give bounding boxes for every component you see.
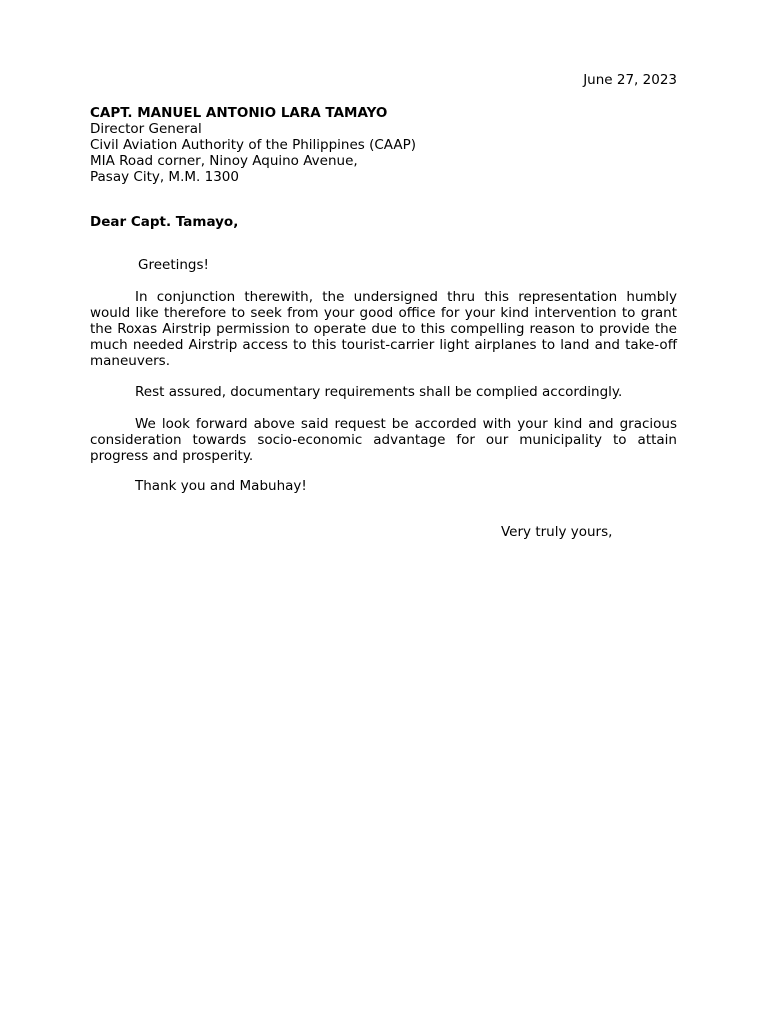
recipient-organization: Civil Aviation Authority of the Philippines (CAAP) bbox=[90, 137, 417, 153]
greeting: Greetings! bbox=[138, 257, 209, 273]
salutation: Dear Capt. Tamayo, bbox=[90, 214, 239, 230]
closing: Very truly yours, bbox=[501, 524, 613, 540]
body-paragraph-consideration: We look forward above said request be accorded with your kind and gracious consideration towards socio-economic advantage for our municipality to attain progress and prosperity. bbox=[90, 416, 677, 464]
body-paragraph-thanks: Thank you and Mabuhay! bbox=[135, 478, 307, 494]
recipient-name: CAPT. MANUEL ANTONIO LARA TAMAYO bbox=[90, 105, 388, 121]
letter-date: June 27, 2023 bbox=[583, 72, 677, 88]
recipient-address-line2: Pasay City, M.M. 1300 bbox=[90, 169, 239, 185]
body-paragraph-request: In conjunction therewith, the undersigned thru this representation humbly would like therefore to seek from your good office for your kind intervention to grant the Roxas Airstrip permission to operate due to this compelling reason to provide the much needed Airstrip access to this tourist-carrier light airplanes to land and take-off maneuvers. bbox=[90, 289, 677, 369]
body-paragraph-requirements: Rest assured, documentary requirements shall be complied accordingly. bbox=[135, 384, 623, 400]
recipient-block bbox=[90, 105, 416, 185]
recipient-address-line1: MIA Road corner, Ninoy Aquino Avenue, bbox=[90, 153, 358, 169]
recipient-title: Director General bbox=[90, 121, 202, 137]
